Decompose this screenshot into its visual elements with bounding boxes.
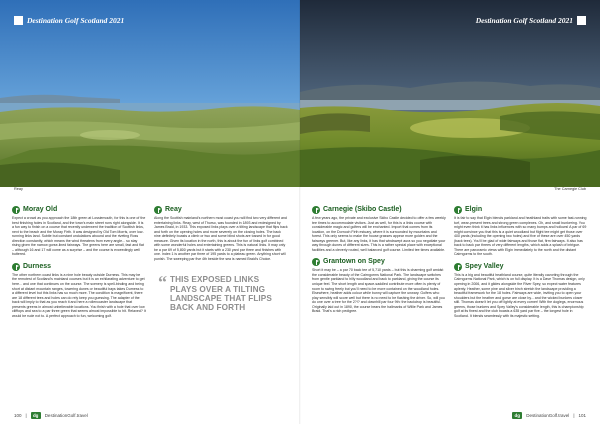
carnegie-club-photo: [300, 0, 600, 187]
section-body: A few years ago, the private and exclusive Skibo Castle decided to offer a few weekly tee times to accommodate visitors. Just as well, for this is a links course with considerable magic and golfers will be enchanted. Import that comes from its location, on the Dornoch Firth estuary, where it is surrounded by mountains and forest. This only seems to make the house grasses appear more golden and the fairways greener. But, like any links, it has that windswept aura so you negotiate your way through dunes of different sizes. This is a rather special place with exceptional facilities and a cleverly routed, well balanced golf course. Limited tee times available.: [312, 216, 446, 252]
right-footer: [512, 411, 586, 419]
golf-flag-icon: [12, 263, 20, 271]
section-title: Carnegie (Skibo Castle): [323, 206, 402, 213]
right-photo-caption: The Carnegie Club: [554, 187, 586, 191]
section-heading: [454, 263, 588, 271]
section-body: It is fair to say that Elgin blends parkland and heathland traits with some fast-running turf, wear-present trees and strong green complexes. Oh, and small bunkering. You might even think it has links influences with so many bumps and hollows! A par of 69 might convince you that this is a quiet woodland but flight tee might get those over 400 yards (including the opening two holes) and five of these are over 450 yards (back tees). You'll be glad of wide fairways and those flat, firm fairways. It also has back to back par threes of very different lengths, which adds a splash of intrigue. There are panoramic views with Elgin immediately to the north and the distant Cairngorms to the south.: [454, 216, 587, 257]
right-column-1: [312, 206, 446, 324]
section-body: Expect a crowd as you approach the 18th green at Lossiemouth, for this is one of the best finishing holes in Scotland, and the town's main street runs right alongside. It is a fun way to finish on a course that recently underwent the tradition of Scottish links, next to the beach and the Moray Firth. It was designed by Old Tom Morris, over low-running links land. Subtle but constant undulations abound and the riveting Ross direction constantly, which means the wind threatens from every angle... so stay rising given the narrow gorse-lined fairways. The greens here are small, fast and flat – although 16 and 17 will come as a surprise – and the course is exceedingly well buttered.: [12, 216, 146, 257]
right-column-2: [454, 206, 588, 324]
right-running-header: [476, 14, 586, 26]
section-title: Grantown on Spey: [323, 258, 385, 266]
section-carnegie: [312, 206, 446, 252]
section-heading: [154, 206, 288, 214]
reay-course-photo: [0, 0, 300, 187]
section-durness: [12, 263, 146, 318]
pull-quote-text: THIS EXPOSED LINKS PLAYS OVER A TILTING LANDSCAPE THAT FLIPS BACK AND FORTH: [170, 275, 272, 313]
dg-logo-icon: dg: [512, 412, 522, 419]
section-grantown-on-spey: [312, 258, 446, 313]
right-header-title: Destination Golf Scotland 2021: [475, 15, 573, 25]
section-heading: [312, 258, 446, 266]
left-running-header: [14, 14, 124, 26]
section-title: Durness: [23, 262, 52, 270]
section-spey-valley: [454, 263, 588, 318]
golf-flag-icon: [312, 206, 320, 214]
section-body: This is a big and beautiful heathland course, quite literally cavorting through the Cairngorms National Park, which is on full display. It is a Dave Thomas design, only opening in 2006, and it glides alongside the River Spey, so expect water features aplenty. Heather, some pine and silver birch stretch the landscape providing a beautiful framework for the 18 holes. Fairways are wide, inviting you to open your shoulders but the heather and gorse are close by... and the wicked bunkers closer still. Thomas doesn't let you off lightly at every corner! With the doglegs, enormous greens, those bunkers and Spey Valley's considerable length, this is championship golf at its finest and the club boasts a 635 yard par five – the longest hole in Scotland. It blends seamlessly with its majestic setting.: [454, 272, 585, 318]
section-body: Along the Scottish mainland's northern most coast you will find two very different and entertaining links. Reay, west of Thurso, was founded in 1893 and redesigned by James Braid, in 1933. This exposed links plays over a tilting landscape that flips back and forth on the opening holes and more severely on the closing holes. The back nine definitely boasts a climb or two and some blind shots are tossed in for good measure. Given its location in the north, this is about the fun of links golf combined with some wonderful holes and entertaining greens. This is natural links. It may only be a par 69 of 5,800 yards but it starts with a 230 yard par three and finishes with one. Index 1 is another par three of 195 yards to a plateau green. Anything short will punish. The sweeping par five 4th beside the sea is named Braid's Choice.: [154, 216, 288, 261]
golf-flag-icon: [454, 263, 462, 271]
pull-quote: [158, 272, 282, 313]
golf-flag-icon: [454, 206, 462, 214]
right-page: [300, 0, 600, 424]
left-footer: [14, 411, 88, 419]
right-page-number: 101: [578, 412, 586, 418]
footer-divider: |: [573, 412, 575, 418]
footer-divider: |: [25, 412, 27, 418]
section-title: Elgin: [465, 206, 483, 213]
section-reay: [154, 206, 288, 261]
golf-flag-icon: [12, 206, 20, 214]
right-columns: [312, 206, 588, 324]
section-title: Spey Valley: [465, 262, 504, 270]
section-heading: [454, 206, 588, 214]
header-square-icon: [577, 16, 586, 25]
left-photo-caption: Reay: [14, 187, 23, 191]
header-square-icon: [14, 16, 23, 25]
dg-logo-icon: dg: [31, 412, 41, 419]
quote-mark-icon: “: [158, 272, 167, 293]
carnegie-photo-illustration: [300, 0, 600, 187]
section-moray-old: [12, 206, 146, 257]
section-heading: [312, 206, 446, 214]
golf-flag-icon: [154, 206, 162, 214]
section-title: Moray Old: [23, 206, 58, 213]
golf-flag-icon: [312, 258, 320, 266]
section-body: Short it may be – a par 70 back tee of 5,710 yards – but this is charming golf amidst the considerable beauty of the Cairngorms National Park. The landscape switches from gentle parkland to hilly woodland and back to parkland, giving the course its unique feel. The short length and space-saddled contribute more often is plenty of room to swing freely but you'll need to be more contained on the woodland holes. Elsewhere, heather adds colour while bunny will capture the unwary. Golfers who play sensibly will score well but there is no need to be flashing the driver. So, will you do one over a tree for the 2?!? and downhill par four 9th: the backdrop is beautiful. Originally laid out in 1890, the course bears the hallmarks of Willie Park and James Braid. That's a rich pedigree.: [312, 268, 445, 314]
left-column-1: [12, 206, 146, 324]
left-footer-site[interactable]: DestinationGolf.travel: [44, 412, 88, 418]
left-columns: [12, 206, 288, 324]
left-page-number: 100: [14, 412, 22, 418]
spread-gutter: [299, 0, 301, 424]
section-heading: [12, 206, 146, 214]
section-title: Reay: [165, 206, 182, 213]
reay-photo-illustration: [0, 0, 300, 187]
section-body: The other northern coast links is a nine hole beauty outside Durness. This may be the remotest of Scotland's mainland courses but it is an exhilarating adventure to get here... and one that continues on the course. The scenery is spell-binding and being short at distant mountain ranges, towering dunes or beautiful bays takes Durness to a different level but this links has so much more. The condition is magnificent, there are 18 different tees and holes can do rely keep you guessing. The adapter of the back will imply to that as you reach it and here a rollercoaster landscape that presents greens in almost unbelievable locations. You finish with a hole that over low clifftops and sea to a par three green that seems almost impossible to hit. Relaxed? It would be rude not to. A perfect approach to fun, welcoming golf.: [12, 272, 146, 318]
right-footer-site[interactable]: DestinationGolf.travel: [526, 412, 570, 418]
left-header-title: Destination Golf Scotland 2021: [27, 15, 125, 25]
left-column-2: [154, 206, 288, 324]
section-heading: [12, 263, 146, 271]
section-elgin: [454, 206, 588, 257]
